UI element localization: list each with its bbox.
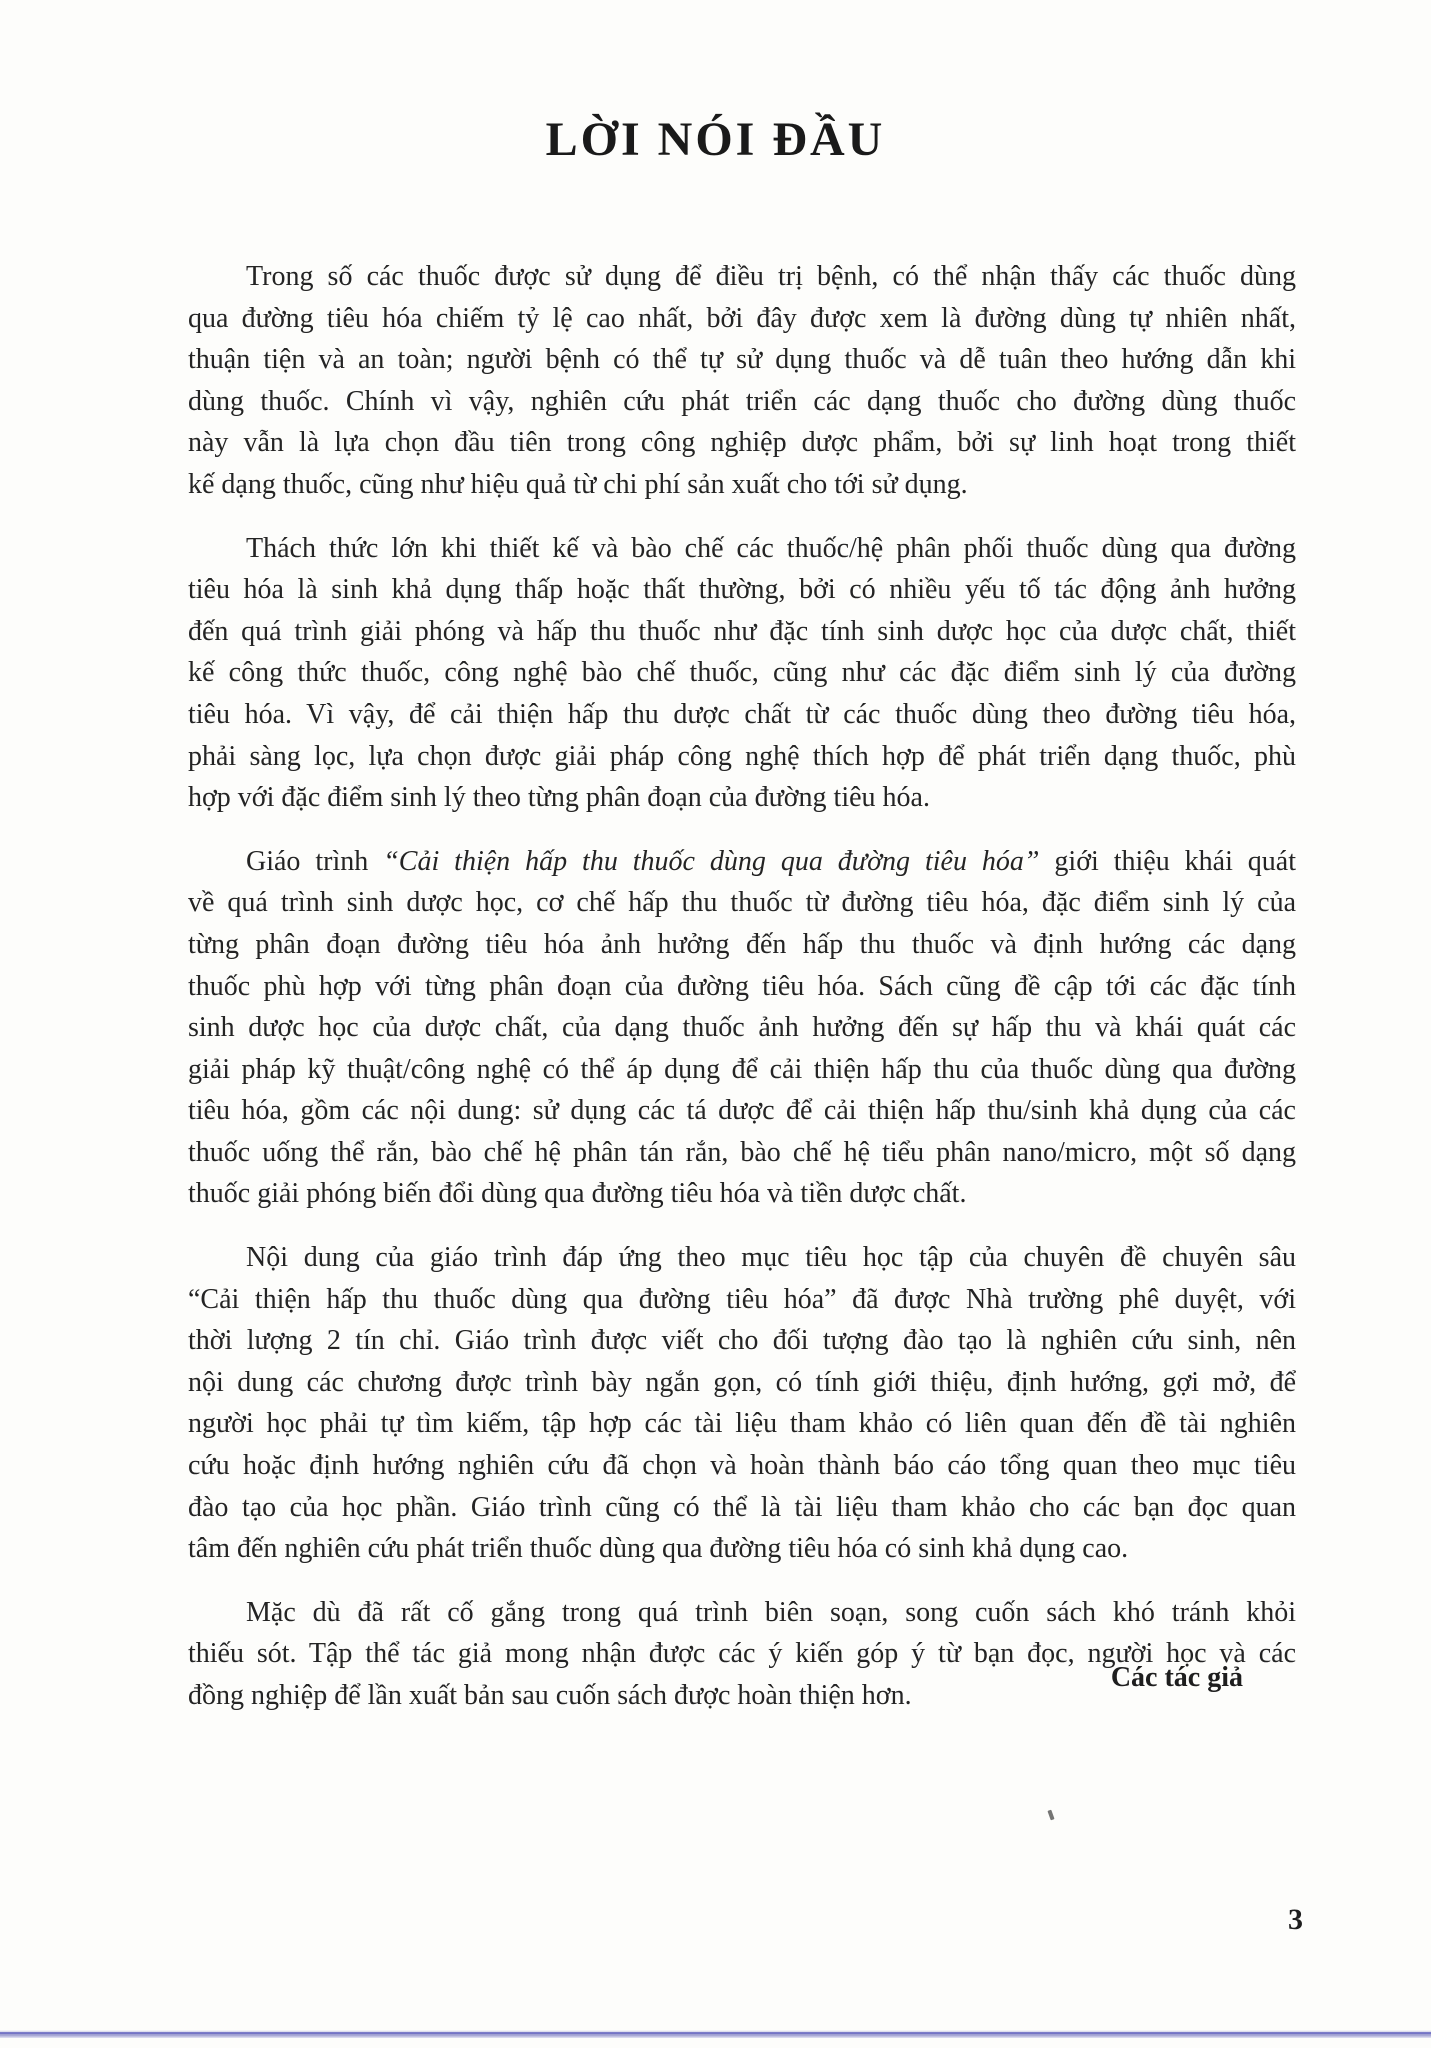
- paragraph-line: [246, 841, 1296, 883]
- paragraph-line: người học phải tự tìm kiếm, tập hợp các tài liệu tham khảo có liên quan đến đề tài nghiên: [188, 1408, 1296, 1440]
- paragraph-line: phải sàng lọc, lựa chọn được giải pháp công nghệ thích hợp để phát triển dạng thuốc, phù: [188, 740, 1296, 772]
- paragraph-line: “Cải thiện hấp thu thuốc dùng qua đường tiêu hóa” đã được Nhà trường phê duyệt, với: [188, 1283, 1296, 1315]
- paragraph-line: tiêu hóa là sinh khả dụng thấp hoặc thất thường, bởi có nhiều yếu tố tác động ảnh hưởng: [188, 574, 1296, 606]
- paragraph-line: về quá trình sinh dược học, cơ chế hấp thu thuốc từ đường tiêu hóa, đặc điểm sinh lý của: [188, 887, 1296, 919]
- stray-mark: [1047, 1810, 1054, 1821]
- paragraph-line: nội dung các chương được trình bày ngắn gọn, có tính giới thiệu, định hướng, gợi mở, để: [188, 1366, 1296, 1398]
- paragraph-line: dùng thuốc. Chính vì vậy, nghiên cứu phát triển các dạng thuốc cho đường dùng thuốc: [188, 385, 1296, 417]
- paragraph-line: sinh dược học của dược chất, của dạng thuốc ảnh hưởng đến sự hấp thu và khái quát các: [188, 1012, 1296, 1044]
- paragraph-line: cứu hoặc định hướng nghiên cứu đã chọn và hoàn thành báo cáo tổng quan theo mục tiêu: [188, 1450, 1296, 1482]
- paragraph-line: hợp với đặc điểm sinh lý theo từng phân đoạn của đường tiêu hóa.: [188, 782, 930, 814]
- paragraph-line: tâm đến nghiên cứu phát triển thuốc dùng qua đường tiêu hóa có sinh khả dụng cao.: [188, 1533, 1129, 1565]
- paragraph-line: Trong số các thuốc được sử dụng để điều trị bệnh, có thể nhận thấy các thuốc dùng: [246, 261, 1296, 292]
- paragraph-line: đào tạo của học phần. Giáo trình cũng có thể là tài liệu tham khảo cho các bạn đọc quan: [188, 1491, 1296, 1523]
- paragraph-line: tiêu hóa, gồm các nội dung: sử dụng các tá dược để cải thiện hấp thu/sinh khả dụng của các: [188, 1095, 1296, 1127]
- paragraph-line: từng phân đoạn đường tiêu hóa ảnh hưởng đến hấp thu thuốc và định hướng các dạng: [188, 928, 1296, 960]
- paragraph-line: Mặc dù đã rất cố gắng trong quá trình biên soạn, song cuốn sách khó tránh khỏi: [246, 1596, 1296, 1628]
- paragraph-4: [188, 1237, 1296, 1570]
- paragraph-2: [188, 528, 1296, 819]
- paragraph-line: tiêu hóa. Vì vậy, để cải thiện hấp thu dược chất từ các thuốc dùng theo đường tiêu hóa,: [188, 698, 1296, 730]
- page-title: LỜI NÓI ĐẦU: [545, 113, 886, 166]
- paragraph-line: thuốc giải phóng biến đổi dùng qua đường tiêu hóa và tiền dược chất.: [188, 1178, 967, 1210]
- page-number: 3: [1288, 1903, 1303, 1936]
- paragraph-line: kế công thức thuốc, công nghệ bào chế thuốc, cũng như các đặc điểm sinh lý của đường: [188, 657, 1296, 689]
- paragraph-line: này vẫn là lựa chọn đầu tiên trong công nghiệp dược phẩm, bởi sự linh hoạt trong thiết: [188, 427, 1296, 459]
- paragraph-line: đồng nghiệp để lần xuất bản sau cuốn sách được hoàn thiện hơn.: [188, 1680, 912, 1711]
- paragraph-line: thuốc uống thể rắn, bào chế hệ phân tán rắn, bào chế hệ tiểu phân nano/micro, một số dạng: [188, 1136, 1296, 1168]
- book-title: “Cải thiện hấp thu thuốc dùng qua đường tiêu hóa”: [383, 845, 1040, 877]
- paragraph-line: thiếu sót. Tập thể tác giả mong nhận được các ý kiến góp ý từ bạn đọc, người học và các: [188, 1638, 1296, 1670]
- paragraph-5: [188, 1592, 1296, 1717]
- paragraph-line: thuận tiện và an toàn; người bệnh có thể tự sử dụng thuốc và dễ tuân theo hướng dẫn khi: [188, 344, 1296, 376]
- text-run: Giáo trình: [246, 845, 384, 877]
- paragraph-line: kế dạng thuốc, cũng như hiệu quả từ chi phí sản xuất cho tới sử dụng.: [188, 468, 968, 500]
- paragraph-line: thuốc phù hợp với từng phân đoạn của đường tiêu hóa. Sách cũng đề cập tới các đặc tính: [188, 970, 1296, 1002]
- body-text: [188, 256, 1296, 1739]
- text-run: giới thiệu khái quát: [1039, 845, 1297, 877]
- paragraph-line: thời lượng 2 tín chỉ. Giáo trình được viết cho đối tượng đào tạo là nghiên cứu sinh, nên: [188, 1325, 1296, 1357]
- paragraph-line: Thách thức lớn khi thiết kế và bào chế các thuốc/hệ phân phối thuốc dùng qua đường: [246, 532, 1296, 564]
- signature: Các tác giả: [1110, 1662, 1243, 1693]
- paragraph-line: qua đường tiêu hóa chiếm tỷ lệ cao nhất, bởi đây được xem là đường dùng tự nhiên nhất,: [188, 302, 1296, 334]
- paragraph-line: giải pháp kỹ thuật/công nghệ có thể áp dụng để cải thiện hấp thu của thuốc dùng qua đường: [188, 1053, 1296, 1085]
- scan-edge-line: [0, 2032, 1431, 2034]
- paragraph-3: [188, 841, 1296, 1215]
- paragraph-line: đến quá trình giải phóng và hấp thu thuốc như đặc tính sinh dược học của dược chất, thiết: [188, 615, 1296, 647]
- paragraph-1: [188, 256, 1296, 506]
- paragraph-line: Nội dung của giáo trình đáp ứng theo mục tiêu học tập của chuyên đề chuyên sâu: [246, 1242, 1296, 1274]
